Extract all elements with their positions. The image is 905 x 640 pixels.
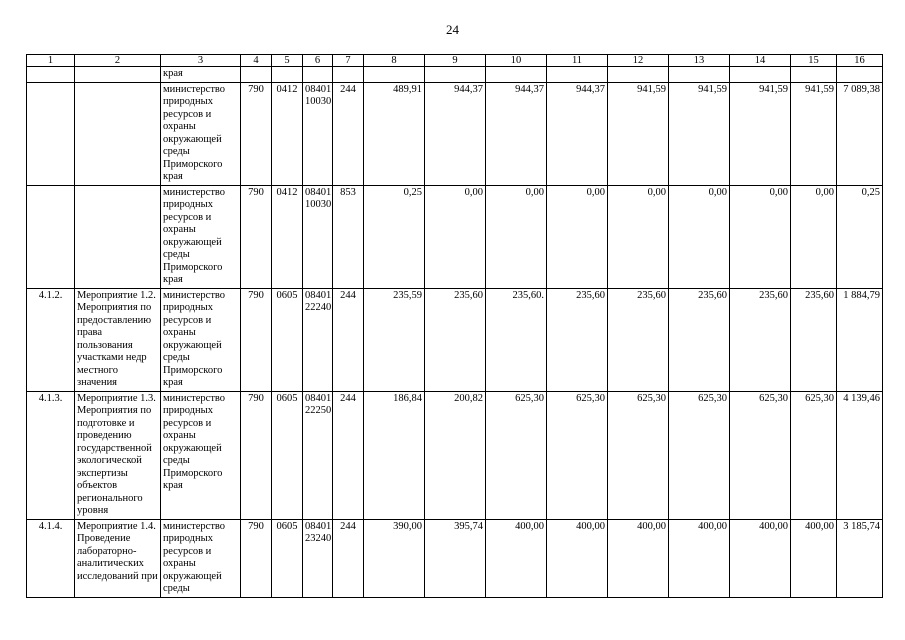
- col-header: 5: [272, 55, 303, 67]
- event-name-cell: [75, 82, 161, 185]
- rzpr-cell: 0605: [272, 288, 303, 391]
- value-cell: 400,00: [669, 519, 730, 597]
- page-number: 24: [446, 22, 459, 37]
- col-header: 7: [333, 55, 364, 67]
- col-header: 16: [837, 55, 883, 67]
- value-cell: 941,59: [730, 82, 791, 185]
- event-name-cell: Мероприятие 1.4. Проведение лабораторно-аналитических исследований при: [75, 519, 161, 597]
- grbs-cell: 790: [241, 519, 272, 597]
- col-header: 9: [425, 55, 486, 67]
- value-cell: 941,59: [608, 82, 669, 185]
- value-cell: 0,25: [364, 185, 425, 288]
- value-cell: 625,30: [608, 391, 669, 519]
- total-cell: 1 884,79: [837, 288, 883, 391]
- row-number-cell: 4.1.4.: [27, 519, 75, 597]
- value-cell: 200,82: [425, 391, 486, 519]
- value-cell: 944,37: [486, 82, 547, 185]
- col-header: 1: [27, 55, 75, 67]
- rzpr-cell: 0412: [272, 82, 303, 185]
- event-name-cell: Мероприятие 1.3. Мероприятия по подготовке и проведению государственной экологической экспертизы объектов регионального уровня: [75, 391, 161, 519]
- table-row: [27, 288, 883, 391]
- table-row: [27, 82, 883, 185]
- event-name-cell: Мероприятие 1.2. Мероприятия по предоставлению права пользования участками недр местного значения: [75, 288, 161, 391]
- value-cell: 235,60: [791, 288, 837, 391]
- value-cell: 625,30: [547, 391, 608, 519]
- value-cell: 390,00: [364, 519, 425, 597]
- vr-cell: 244: [333, 288, 364, 391]
- responsible-cell: края: [161, 67, 241, 83]
- total-cell: 3 185,74: [837, 519, 883, 597]
- row-number-cell: 4.1.2.: [27, 288, 75, 391]
- csr-cell: 08401 22250: [303, 391, 333, 519]
- value-cell: 489,91: [364, 82, 425, 185]
- value-cell: 186,84: [364, 391, 425, 519]
- value-cell: 400,00: [791, 519, 837, 597]
- grbs-cell: 790: [241, 82, 272, 185]
- rzpr-cell: 0605: [272, 391, 303, 519]
- value-cell: 625,30: [669, 391, 730, 519]
- value-cell: 944,37: [425, 82, 486, 185]
- col-header: 11: [547, 55, 608, 67]
- csr-cell: 08401 22240: [303, 288, 333, 391]
- value-cell: 235,60: [425, 288, 486, 391]
- vr-cell: 244: [333, 82, 364, 185]
- responsible-cell: министерство природных ресурсов и охраны окружающей среды Приморского края: [161, 391, 241, 519]
- event-name-cell: [75, 185, 161, 288]
- value-cell: 625,30: [730, 391, 791, 519]
- total-cell: 0,25: [837, 185, 883, 288]
- continuation-row: [27, 67, 883, 83]
- grbs-cell: 790: [241, 185, 272, 288]
- col-header: 3: [161, 55, 241, 67]
- table-row: [27, 185, 883, 288]
- value-cell: 0,00: [730, 185, 791, 288]
- value-cell: 400,00: [608, 519, 669, 597]
- value-cell: 0,00: [486, 185, 547, 288]
- row-number-cell: [27, 185, 75, 288]
- value-cell: 400,00: [547, 519, 608, 597]
- budget-table: [26, 54, 883, 598]
- value-cell: 235,60.: [486, 288, 547, 391]
- value-cell: 0,00: [608, 185, 669, 288]
- responsible-cell: министерство природных ресурсов и охраны окружающей среды: [161, 519, 241, 597]
- value-cell: 0,00: [669, 185, 730, 288]
- value-cell: 400,00: [486, 519, 547, 597]
- total-cell: 7 089,38: [837, 82, 883, 185]
- row-number-cell: [27, 82, 75, 185]
- col-header: 6: [303, 55, 333, 67]
- col-header: 15: [791, 55, 837, 67]
- value-cell: 625,30: [486, 391, 547, 519]
- rzpr-cell: 0605: [272, 519, 303, 597]
- vr-cell: 244: [333, 519, 364, 597]
- value-cell: 0,00: [547, 185, 608, 288]
- header-row: [27, 55, 883, 67]
- row-number-cell: 4.1.3.: [27, 391, 75, 519]
- value-cell: 400,00: [730, 519, 791, 597]
- value-cell: 235,60: [730, 288, 791, 391]
- col-header: 4: [241, 55, 272, 67]
- responsible-cell: министерство природных ресурсов и охраны окружающей среды Приморского края: [161, 185, 241, 288]
- total-cell: 4 139,46: [837, 391, 883, 519]
- table-row: [27, 391, 883, 519]
- value-cell: 625,30: [791, 391, 837, 519]
- vr-cell: 853: [333, 185, 364, 288]
- rzpr-cell: 0412: [272, 185, 303, 288]
- value-cell: 941,59: [669, 82, 730, 185]
- col-header: 13: [669, 55, 730, 67]
- csr-cell: 08401 10030: [303, 185, 333, 288]
- value-cell: 0,00: [425, 185, 486, 288]
- value-cell: 235,60: [669, 288, 730, 391]
- table-row: [27, 519, 883, 597]
- col-header: 10: [486, 55, 547, 67]
- value-cell: 235,60: [608, 288, 669, 391]
- value-cell: 235,60: [547, 288, 608, 391]
- csr-cell: 08401 23240: [303, 519, 333, 597]
- vr-cell: 244: [333, 391, 364, 519]
- col-header: 14: [730, 55, 791, 67]
- value-cell: 0,00: [791, 185, 837, 288]
- value-cell: 235,59: [364, 288, 425, 391]
- value-cell: 395,74: [425, 519, 486, 597]
- col-header: 2: [75, 55, 161, 67]
- value-cell: 944,37: [547, 82, 608, 185]
- value-cell: 941,59: [791, 82, 837, 185]
- col-header: 12: [608, 55, 669, 67]
- col-header: 8: [364, 55, 425, 67]
- grbs-cell: 790: [241, 288, 272, 391]
- grbs-cell: 790: [241, 391, 272, 519]
- csr-cell: 08401 10030: [303, 82, 333, 185]
- responsible-cell: министерство природных ресурсов и охраны окружающей среды Приморского края: [161, 288, 241, 391]
- responsible-cell: министерство природных ресурсов и охраны окружающей среды Приморского края: [161, 82, 241, 185]
